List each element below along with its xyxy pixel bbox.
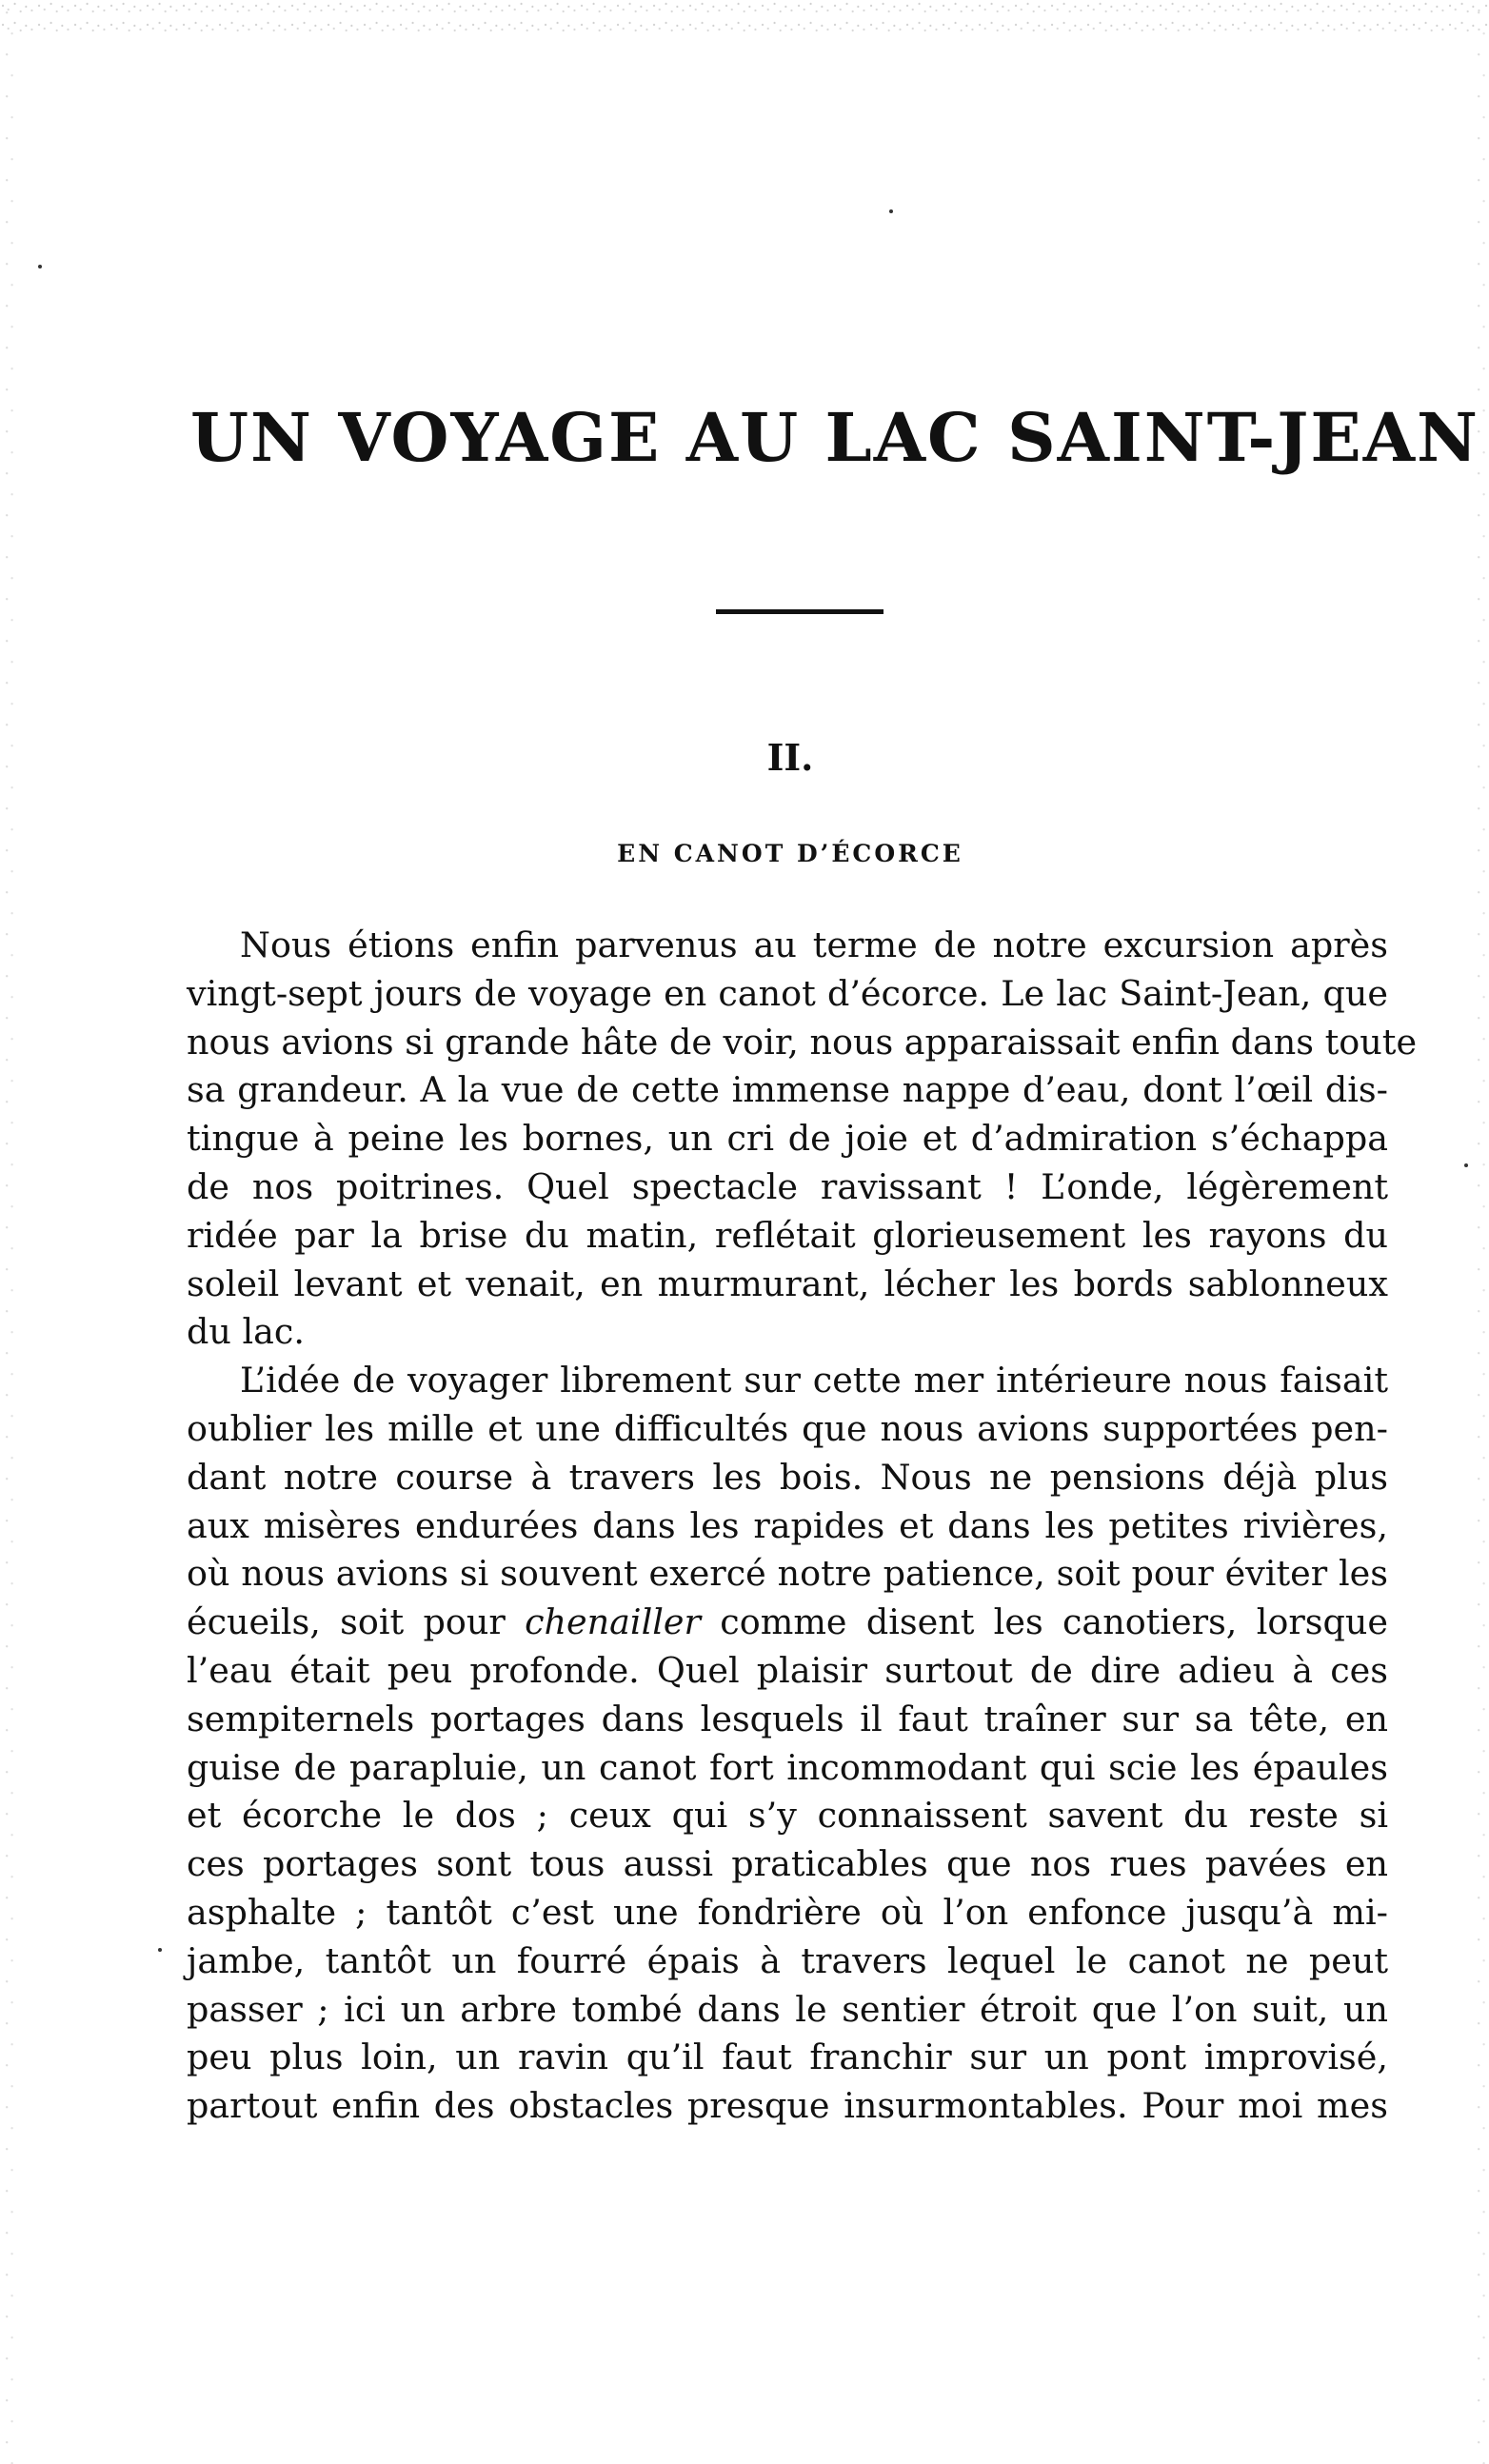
section-number: II. bbox=[766, 736, 814, 779]
text-line: peu plus loin, un ravin qu’il faut franchir sur un pont improvisé, bbox=[187, 2037, 1388, 2078]
text-line: passer ; ici un arbre tombé dans le sentier étroit que l’on suit, un bbox=[187, 1988, 1388, 2030]
text-line: oublier les mille et une difficultés que nous avions supportées pen- bbox=[187, 1407, 1388, 1449]
text-line: l’eau était peu profonde. Quel plaisir surtout de dire adieu à ces bbox=[187, 1649, 1388, 1691]
text-line-with-italic bbox=[187, 1599, 1388, 1647]
ink-speck bbox=[1464, 1163, 1468, 1167]
text-line: ridée par la brise du matin, reflétait glorieusement les rayons du bbox=[187, 1214, 1388, 1256]
text-line: tingue à peine les bornes, un cri de joie et d’admiration s’échappa bbox=[187, 1118, 1388, 1160]
text-line: Nous étions enfin parvenus au terme de notre excursion après bbox=[240, 924, 1388, 965]
text-line: soleil levant et venait, en murmurant, lécher les bords sablonneux bbox=[187, 1262, 1388, 1304]
text-line: jambe, tantôt un fourré épais à travers lequel le canot ne peut bbox=[187, 1939, 1388, 1981]
ink-speck bbox=[158, 1948, 162, 1952]
text-line: vingt-sept jours de voyage en canot d’écorce. Le lac Saint-Jean, que bbox=[187, 972, 1388, 1014]
text-line: sempiternels portages dans lesquels il faut traîner sur sa tête, en bbox=[187, 1698, 1388, 1739]
text-line: partout enfin des obstacles presque insurmontables. Pour moi mes bbox=[187, 2085, 1388, 2127]
text-line: et écorche le dos ; ceux qui s’y connaissent savent du reste si bbox=[187, 1795, 1388, 1837]
scan-noise-right-edge bbox=[1472, 0, 1489, 2464]
text-line: ces portages sont tous aussi praticables que nos rues pavées en bbox=[187, 1843, 1388, 1885]
ink-speck bbox=[38, 265, 42, 268]
text-line: L’idée de voyager librement sur cette mer intérieure nous faisait bbox=[240, 1360, 1388, 1401]
text-line: de nos poitrines. Quel spectacle ravissant ! L’onde, légèrement bbox=[187, 1165, 1388, 1207]
scan-noise-left-edge bbox=[0, 0, 17, 2464]
section-subtitle: EN CANOT D’ÉCORCE bbox=[617, 840, 963, 867]
title-divider-rule bbox=[716, 609, 883, 614]
italic-word: chenailler bbox=[525, 1601, 701, 1643]
text-line: sa grandeur. A la vue de cette immense nappe d’eau, dont l’œil dis- bbox=[187, 1069, 1388, 1111]
text-line: du lac. bbox=[187, 1311, 305, 1353]
text-line: dant notre course à travers les bois. Nous ne pensions déjà plus bbox=[187, 1456, 1388, 1498]
scan-noise-top bbox=[0, 0, 1489, 38]
chapter-title: UN VOYAGE AU LAC SAINT-JEAN bbox=[190, 398, 1480, 477]
body-text bbox=[187, 922, 1418, 2131]
text-line: où nous avions si souvent exercé notre patience, soit pour éviter les bbox=[187, 1553, 1388, 1595]
text-line: aux misères endurées dans les rapides et dans les petites rivières, bbox=[187, 1504, 1388, 1546]
text-line: asphalte ; tantôt c’est une fondrière où l’on enfonce jusqu’à mi- bbox=[187, 1891, 1388, 1933]
text-line: nous avions si grande hâte de voir, nous apparaissait enfin dans toute bbox=[187, 1021, 1418, 1063]
paragraph-1 bbox=[187, 922, 1418, 1357]
paragraph-2 bbox=[187, 1357, 1388, 2131]
text-segment: comme disent les canotiers, lorsque bbox=[700, 1601, 1389, 1643]
text-line: guise de parapluie, un canot fort incommodant qui scie les épaules bbox=[187, 1746, 1388, 1788]
text-segment: écueils, soit pour bbox=[187, 1601, 526, 1643]
ink-speck bbox=[889, 209, 893, 213]
